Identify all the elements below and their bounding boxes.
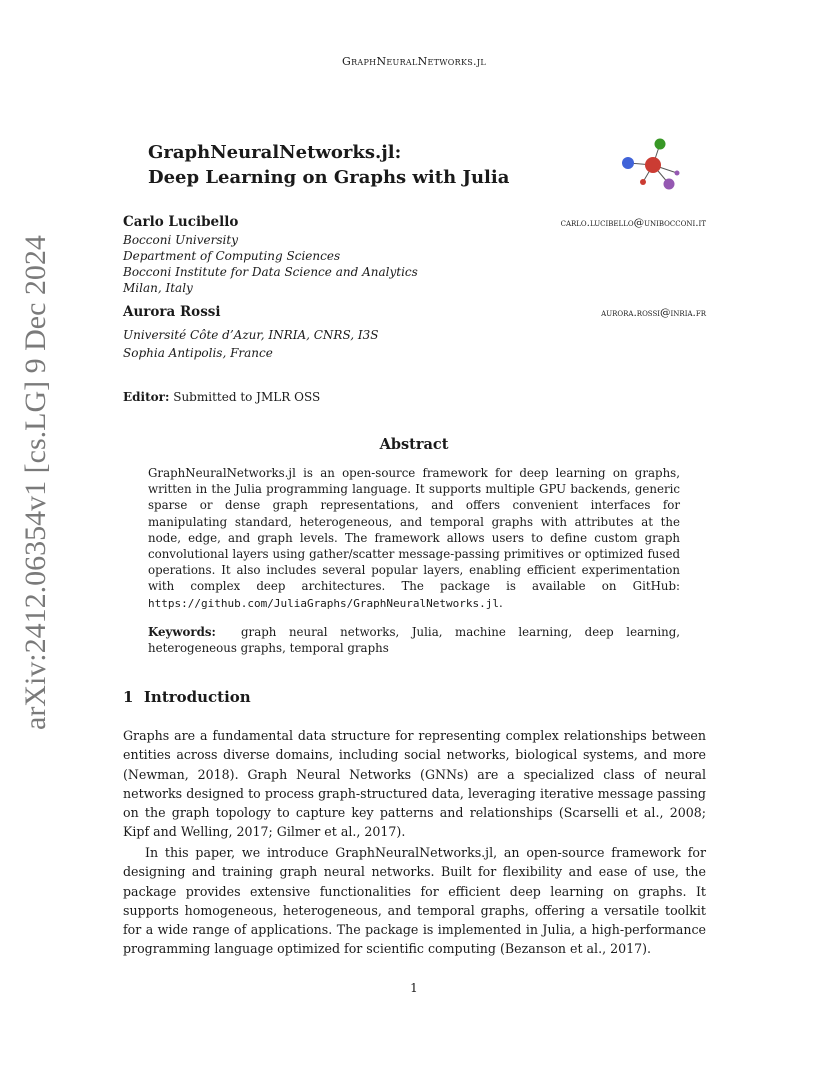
running-head: GraphNeuralNetworks.jl: [342, 55, 486, 68]
editor-value: Submitted to JMLR OSS: [173, 390, 321, 404]
author-affiliation-2: [123, 326, 378, 362]
author-email-2[interactable]: aurora.rossi@inria.fr: [601, 307, 706, 319]
author-name-2: Aurora Rossi: [123, 304, 221, 320]
affiliation-line: Milan, Italy: [123, 281, 193, 295]
keywords-text: graph neural networks, Julia, machine learning, deep learning, heterogeneous graphs, temporal graphs: [148, 625, 681, 656]
page-number: 1: [410, 981, 418, 995]
bottom-right-node: [664, 179, 675, 190]
keywords-label: Keywords:: [148, 625, 216, 639]
abstract-body: [148, 465, 680, 612]
section-number: 1: [123, 688, 134, 706]
top-node: [655, 139, 666, 150]
editor-line: [123, 390, 320, 404]
arxiv-stamp: arXiv:2412.06354v1 [cs.LG] 9 Dec 2024: [19, 235, 52, 730]
right-node: [675, 171, 680, 176]
affiliation-line: Department of Computing Sciences: [123, 249, 341, 263]
paragraph: Graphs are a fundamental data structure for representing complex relationships between entities across diverse domains, including social networks, biological systems, and more (Newman, 2018). Graph Neural Networks (GNNs) are a specialized class of neural networks designed to process graph-structured data, leveraging iterative message passing on the graph topology to capture key patterns and relationships (Scarselli et al., 2008; Kipf and Welling, 2017; Gilmer et al., 2017).: [123, 728, 706, 840]
keywords: [148, 624, 680, 656]
abstract-text: GraphNeuralNetworks.jl is an open-source framework for deep learning on graphs, written in the Julia programming language. It supports multiple GPU backends, generic sparse or dense graph representations, and offers convenient interfaces for manipulating standard, heterogeneous, and temporal graphs with attributes at the node, edge, and graph levels. The framework allows users to define custom graph convolutional layers using gather/scatter message-passing primitives or optimized fused operations. It also includes several popular layers, enabling efficient experimentation with complex deep architectures. The package is available on GitHub:: [148, 466, 680, 594]
title-line-1: GraphNeuralNetworks.jl:: [148, 142, 402, 163]
paper-title: [148, 140, 509, 190]
center-node: [645, 157, 661, 173]
left-node: [622, 157, 634, 169]
author-email-1[interactable]: carlo.lucibello@unibocconi.it: [560, 217, 706, 229]
author-affiliation-1: [123, 232, 418, 296]
abstract-heading: Abstract: [379, 436, 449, 453]
paragraph: In this paper, we introduce GraphNeuralNetworks.jl, an open-source framework for designing and training graph neural networks. Built for flexibility and ease of use, the package provides extensive functionalities for efficient deep learning on graphs. It supports homogeneous, heterogeneous, and temporal graphs, offering a versatile toolkit for a wide range of applications. The package is implemented in Julia, a high-performance programming language optimized for scientific computing (Bezanson et al., 2017).: [123, 845, 706, 957]
affiliation-line: Bocconi University: [123, 233, 238, 247]
bottom-left-node: [640, 179, 646, 185]
section-title: Introduction: [143, 688, 251, 706]
section-heading: [123, 688, 251, 706]
editor-label: Editor:: [123, 390, 170, 404]
author-name-1: Carlo Lucibello: [123, 214, 239, 230]
github-link[interactable]: https://github.com/JuliaGraphs/GraphNeuralNetworks.jl: [148, 596, 499, 610]
title-line-2: Deep Learning on Graphs with Julia: [148, 167, 510, 188]
affiliation-line: Bocconi Institute for Data Science and Analytics: [123, 265, 418, 279]
affiliation-line: Université Côte d’Azur, INRIA, CNRS, I3S: [123, 328, 379, 342]
abstract-end: .: [499, 595, 503, 610]
affiliation-line: Sophia Antipolis, France: [123, 346, 273, 360]
graph-logo-icon: [614, 133, 686, 195]
